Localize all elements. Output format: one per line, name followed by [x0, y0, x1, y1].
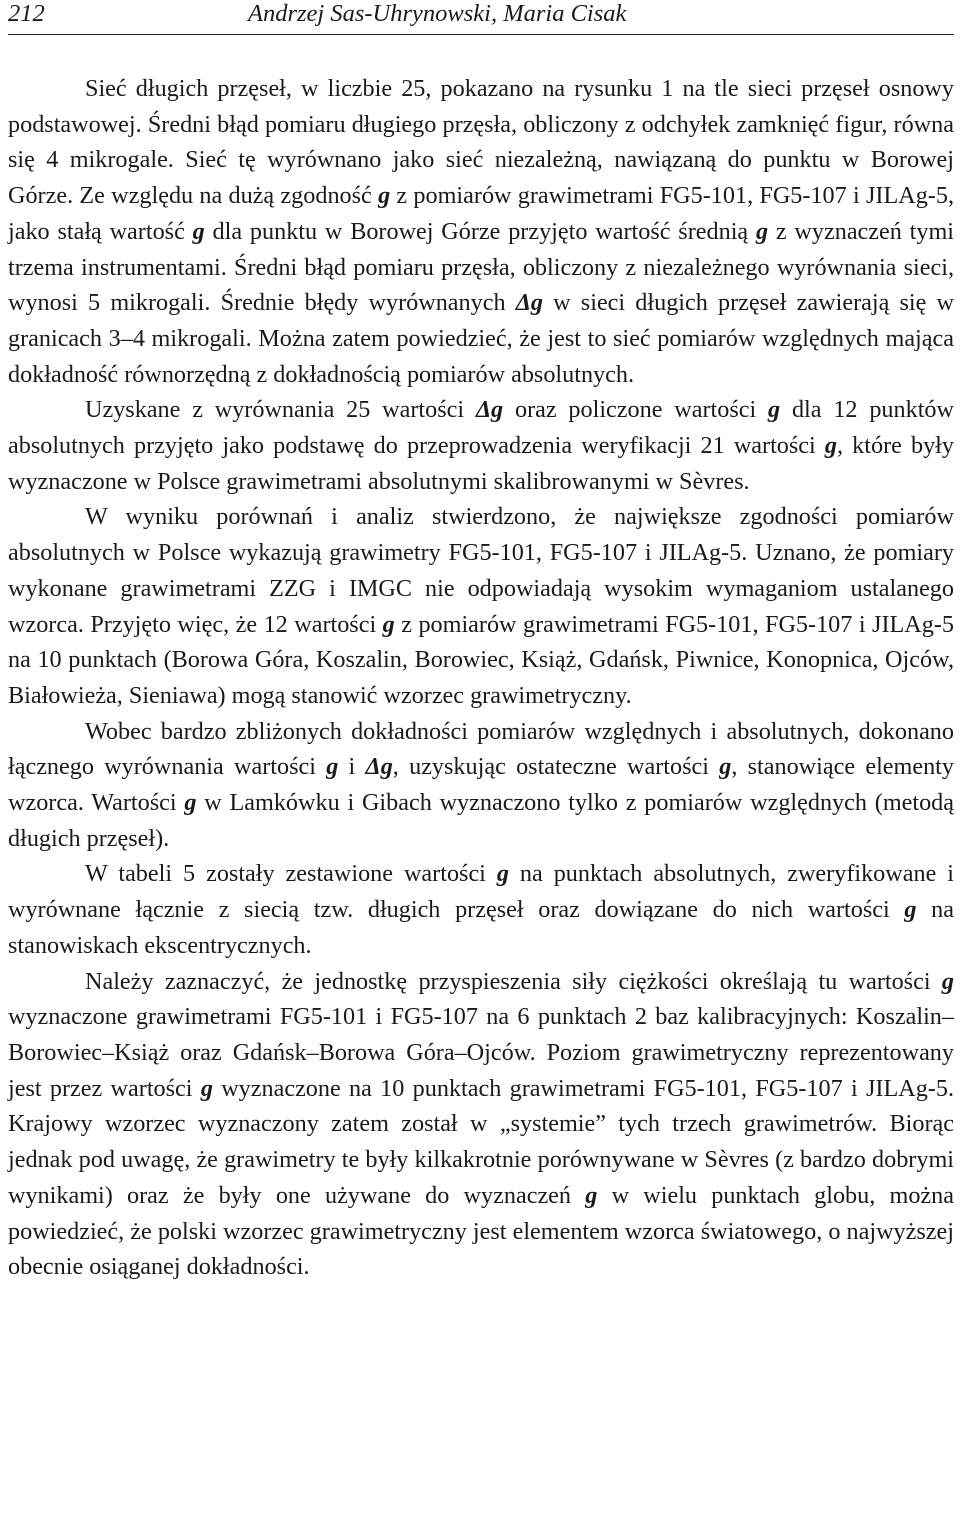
paragraph: [8, 714, 954, 857]
paragraph-text: W wyniku porównań i analiz stwierdzono, że największe zgodności pomiarów absolutnych w Polsce wykazują grawimetry FG5-101, FG5-107 i JILAg-5. Uznano, że pomiary wykonane grawimetrami ZZG i IMGC nie odpowiadają wysokim wymaganiom ustalanego wzorca. Przyjęto więc, że 12 wartości: [8, 503, 954, 638]
g-symbol: g: [378, 182, 391, 210]
g-symbol: g: [184, 789, 197, 817]
paragraph-text: W tabeli 5 zostały zestawione wartości: [85, 860, 497, 888]
paragraph: [8, 71, 954, 392]
g-symbol: g: [768, 396, 781, 424]
paragraph-text: z wyznaczeń tymi trzema instrumentami. Średni błąd pomiaru przęsła, obliczony z niezależnego wyrównania sieci, wynosi 5 mikrogali. Średnie błędy wyrównanych: [8, 217, 955, 317]
g-symbol: g: [904, 896, 917, 924]
paragraph-text: w Lamkówku i Gibach wyznaczono tylko z pomiarów względnych (metodą długich przęseł).: [8, 789, 955, 852]
g-symbol: g: [824, 432, 837, 460]
g-symbol: g: [755, 217, 769, 245]
paragraph: [8, 392, 954, 499]
paragraph: [8, 499, 954, 713]
paragraph-text: dla punktu w Borowej Górze przyjęto wartość średnią: [204, 217, 756, 245]
body-text: [8, 71, 954, 1285]
paragraph-text: , stanowiące elementy wzorca. Wartości: [8, 753, 954, 817]
g-symbol: g: [719, 753, 732, 781]
paragraph-text: wyznaczone na 10 punktach grawimetrami FG5-101, FG5-107 i JILAg-5. Krajowy wzorzec wyznaczony zatem został w „systemie” tych trzech grawimetrów. Biorąc jednak pod uwagę, że grawimetry te były kilkakrotnie porównywane w Sèvres (z bardzo dobrymi wynikami) oraz że były one używane do wyznaczeń: [8, 1074, 954, 1209]
g-symbol: g: [382, 610, 395, 638]
paragraph-text: z pomiarów grawimetrami FG5-101, FG5-107 i JILAg-5, jako stałą wartość: [8, 182, 954, 245]
paragraph-text: dla 12 punktów absolutnych przyjęto jako podstawę do przeprowadzenia weryfikacji 21 wartości: [8, 396, 954, 460]
paragraph-text: Wobec bardzo zbliżonych dokładności pomiarów względnych i absolutnych, dokonano łącznego wyrównania wartości: [8, 717, 954, 781]
paragraph: [8, 856, 954, 963]
paragraph-text: na punktach absolutnych, zweryfikowane i wyrównane łącznie z siecią tzw. długich przęseł oraz dowiązane do nich wartości: [8, 860, 954, 924]
paragraph-text: , które były wyznaczone w Polsce grawimetrami absolutnymi skalibrowanymi w Sèvres.: [8, 432, 954, 495]
g-symbol: g: [326, 753, 339, 781]
g-symbol: g: [941, 967, 954, 995]
delta-g-symbol: Δg: [475, 396, 504, 424]
paragraph-text: Uzyskane z wyrównania 25 wartości: [85, 396, 476, 424]
g-symbol: g: [496, 860, 509, 888]
paragraph-text: oraz policzone wartości: [503, 396, 769, 424]
page-number: 212: [8, 0, 45, 27]
paragraph-text: wyznaczone grawimetrami FG5-101 i FG5-107 na 6 punktach 2 baz kalibracyjnych: Koszalin–Borowiec–Książ oraz Gdańsk–Borowa Góra–Ojców. Poziom grawimetryczny reprezentowany jest przez wartości: [8, 1003, 954, 1102]
running-header-authors: Andrzej Sas-Uhrynowski, Maria Cisak: [248, 0, 627, 27]
paragraph-text: i: [338, 753, 366, 781]
paragraph-text: w sieci długich przęseł zawierają się w granicach 3–4 mikrogali. Można zatem powiedzieć, że jest to sieć pomiarów względnych mająca dokładność równorzędną z dokładnością pomiarów absolutnych.: [8, 289, 954, 388]
running-header: [8, 0, 954, 35]
paragraph-text: na stanowiskach ekscentrycznych.: [8, 896, 954, 959]
paragraph: [8, 964, 954, 1285]
g-symbol: g: [200, 1074, 213, 1102]
paragraph-text: w wielu punktach globu, można powiedzieć, że polski wzorzec grawimetryczny jest elementem wzorca światowego, o najwyższej obecnie osiąganej dokładności.: [8, 1181, 954, 1281]
paragraph-text: z pomiarów grawimetrami FG5-101, FG5-107 i JILAg-5 na 10 punktach (Borowa Góra, Koszalin, Borowiec, Książ, Gdańsk, Piwnice, Konopnica, Ojców, Białowieża, Sieniawa) mogą stanowić wzorzec grawimetryczny.: [8, 610, 954, 709]
g-symbol: g: [192, 217, 205, 245]
document-page: [8, 0, 954, 1285]
paragraph-text: Należy zaznaczyć, że jednostkę przyspieszenia siły ciężkości określają tu wartości: [85, 967, 942, 995]
g-symbol: g: [585, 1181, 598, 1209]
paragraph-text: Sieć długich przęseł, w liczbie 25, pokazano na rysunku 1 na tle sieci przęseł osnowy podstawowej. Średni błąd pomiaru długiego przęsła, obliczony z odchyłek zamknięć figur, równa się 4 mikrogale. Sieć tę wyrównano jako sieć niezależną, nawiązaną do punktu w Borowej Górze. Ze względu na dużą zgodność: [8, 75, 954, 210]
delta-g-symbol: Δg: [365, 753, 393, 781]
paragraph-text: , uzyskując ostateczne wartości: [392, 753, 720, 781]
delta-g-symbol: Δg: [515, 289, 543, 317]
